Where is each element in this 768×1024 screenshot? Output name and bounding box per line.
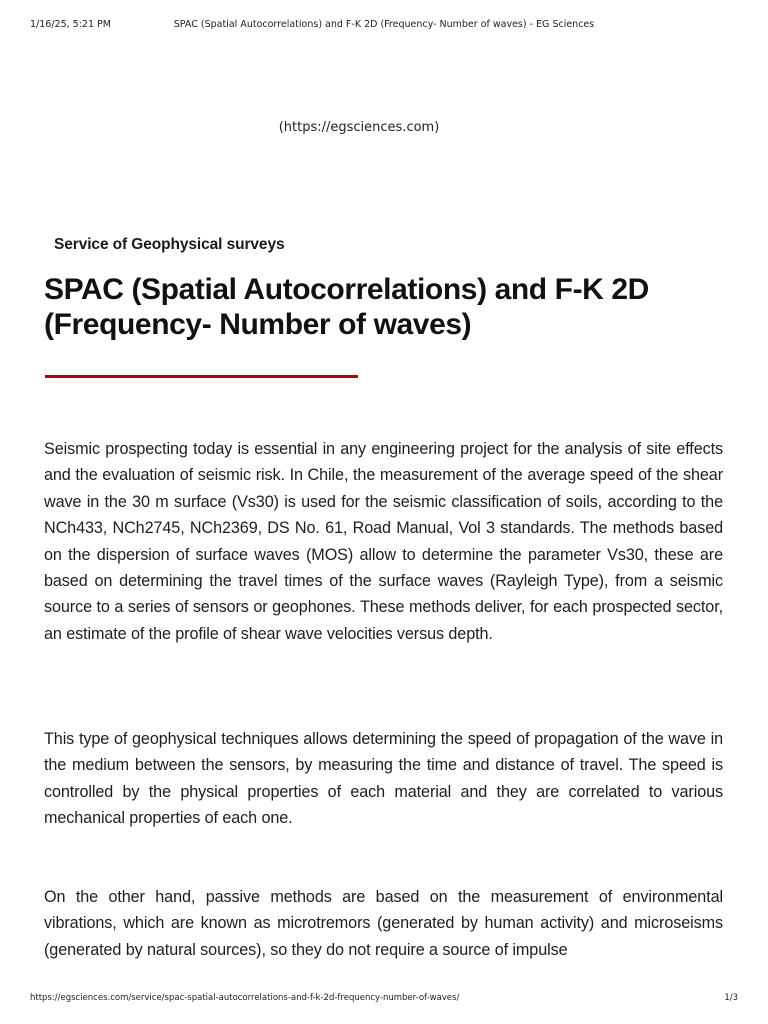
site-link[interactable]: (https://egsciences.com) (278, 120, 440, 135)
print-header (30, 19, 738, 33)
print-document-title: SPAC (Spatial Autocorrelations) and F-K 2D (Frequency- Number of waves) - EG Sciences (173, 19, 595, 30)
print-footer (30, 993, 738, 1007)
paragraph-seismic-prospecting: Seismic prospecting today is essential in any engineering project for the analysis of site effects and the evaluation of seismic risk. In Chile, the measurement of the average speed of the shear wave in the 30 m surface (Vs30) is used for the seismic classification of soils, according to the NCh433, NCh2745, NCh2369, DS No. 61, Road Manual, Vol 3 standards. The methods based on the dispersion of surface waves (MOS) allow to determine the parameter Vs30, these are based on determining the travel times of the surface waves (Rayleigh Type), from a seismic source to a series of sensors or geophones. These methods deliver, for each prospected sector, an estimate of the profile of shear wave velocities versus depth. (44, 440, 723, 643)
paragraph-geophysical-techniques: This type of geophysical techniques allows determining the speed of propagation of the wave in the medium between the sensors, by measuring the time and distance of travel. The speed is controlled by the physical properties of each material and they are correlated to various mechanical properties of each one. (44, 730, 723, 828)
title-underline (45, 375, 358, 378)
category-label: Service of Geophysical surveys (54, 236, 285, 253)
print-datetime: 1/16/25, 5:21 PM (30, 19, 111, 30)
paragraph-passive-methods: On the other hand, passive methods are based on the measurement of environmental vibrations, which are known as microtremors (generated by human activity) and microseisms (generated by natural sources), so they do not require a source of impulse (44, 888, 723, 959)
print-footer-url: https://egsciences.com/service/spac-spatial-autocorrelations-and-f-k-2d-frequency-number-of-waves/ (30, 993, 460, 1003)
page-title: SPAC (Spatial Autocorrelations) and F-K 2D (Frequency- Number of waves) (44, 273, 649, 341)
page-number: 1/3 (724, 993, 738, 1003)
